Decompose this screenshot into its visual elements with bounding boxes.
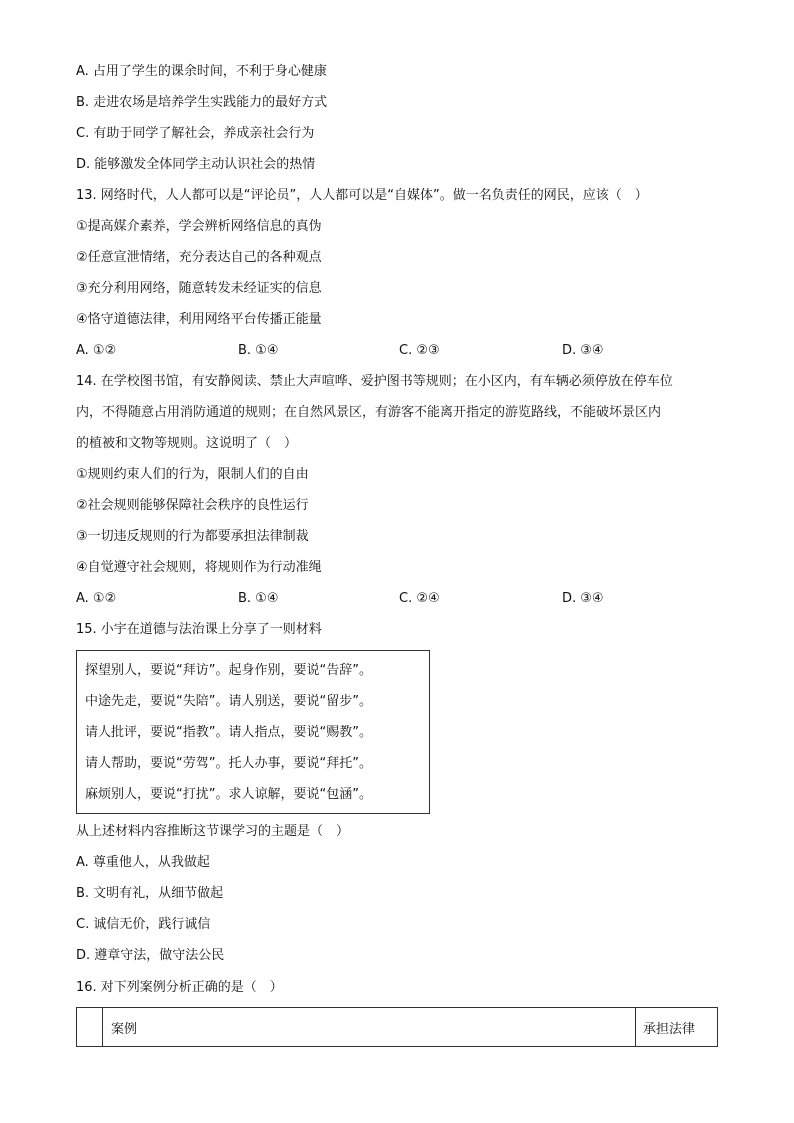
q13-item-3: ③充分利用网络，随意转发未经证实的信息: [76, 281, 322, 296]
q16-table: [76, 1007, 718, 1047]
q15-question: 从上述材料内容推断这节课学习的主题是（ ）: [76, 824, 350, 839]
q15-material-line-5: 麻烦别人，要说“打扰”。求人谅解，要说“包涵”。: [85, 787, 372, 802]
q13-item-4: ④恪守道德法律，利用网络平台传播正能量: [76, 312, 322, 327]
q14-choice-d: D. ③④: [562, 591, 604, 606]
q15-option-d: D. 遵章守法，做守法公民: [76, 948, 225, 963]
q14-item-3: ③一切违反规则的行为都要承担法律制裁: [76, 529, 309, 544]
q14-choice-b: B. ①④: [238, 591, 279, 606]
q12-option-b: B. 走进农场是培养学生实践能力的最好方式: [76, 95, 328, 110]
q15-option-c: C. 诚信无价，践行诚信: [76, 917, 211, 932]
q15-material-line-2: 中途先走，要说“失陪”。请人别送，要说“留步”。: [85, 694, 372, 709]
q14-stem-line-2: 内，不得随意占用消防通道的规则；在自然风景区，有游客不能离开指定的游览路线，不能破坏景区内: [76, 405, 662, 420]
q16-header-liability: 承担法律: [643, 1022, 696, 1037]
q13-item-2: ②任意宣泄情绪，充分表达自己的各种观点: [76, 250, 322, 265]
q15-material-line-1: 探望别人，要说“拜访”。起身作别，要说“告辞”。: [85, 663, 372, 678]
q14-choice-a: A. ①②: [76, 591, 117, 606]
q15-stem: 15. 小宇在道德与法治课上分享了一则材料: [76, 622, 322, 637]
q14-choice-c: C. ②④: [399, 591, 440, 606]
q13-choice-d: D. ③④: [562, 343, 604, 358]
q16-table-case-header: [103, 1008, 636, 1046]
q12-option-c: C. 有助于同学了解社会，养成亲社会行为: [76, 126, 315, 141]
q14-stem-line-1: 14. 在学校图书馆，有安静阅读、禁止大声喧哗、爱护图书等规则；在小区内，有车辆必须停放在停车位: [76, 374, 673, 389]
q13-choice-a: A. ①②: [76, 343, 117, 358]
q12-option-a: A. 占用了学生的课余时间，不利于身心健康: [76, 64, 327, 79]
q12-option-d: D. 能够激发全体同学主动认识社会的热情: [76, 157, 316, 172]
q13-choice-b: B. ①④: [238, 343, 279, 358]
q15-option-a: A. 尊重他人，从我做起: [76, 855, 210, 870]
q13-stem: 13. 网络时代，人人都可以是“评论员”，人人都可以是“自媒体”。做一名负责任的网民，应该（ ）: [76, 188, 648, 203]
q14-item-2: ②社会规则能够保障社会秩序的良性运行: [76, 498, 309, 513]
q14-stem-line-3: 的植被和文物等规则。这说明了（ ）: [76, 436, 298, 451]
q16-table-index-cell: [77, 1008, 103, 1046]
q16-header-case: 案例: [111, 1022, 138, 1037]
q14-item-1: ①规则约束人们的行为，限制人们的自由: [76, 467, 309, 482]
q14-item-4: ④自觉遵守社会规则，将规则作为行动准绳: [76, 560, 322, 575]
q15-material-line-3: 请人批评，要说“指教”。请人指点，要说“赐教”。: [85, 725, 372, 740]
q15-material-box: [76, 650, 430, 814]
q16-stem: 16. 对下列案例分析正确的是（ ）: [76, 980, 283, 995]
q15-option-b: B. 文明有礼，从细节做起: [76, 886, 224, 901]
q13-choice-c: C. ②③: [399, 343, 440, 358]
q15-material-line-4: 请人帮助，要说“劳驾”。托人办事，要说“拜托”。: [85, 756, 372, 771]
q13-item-1: ①提高媒介素养，学会辨析网络信息的真伪: [76, 219, 322, 234]
